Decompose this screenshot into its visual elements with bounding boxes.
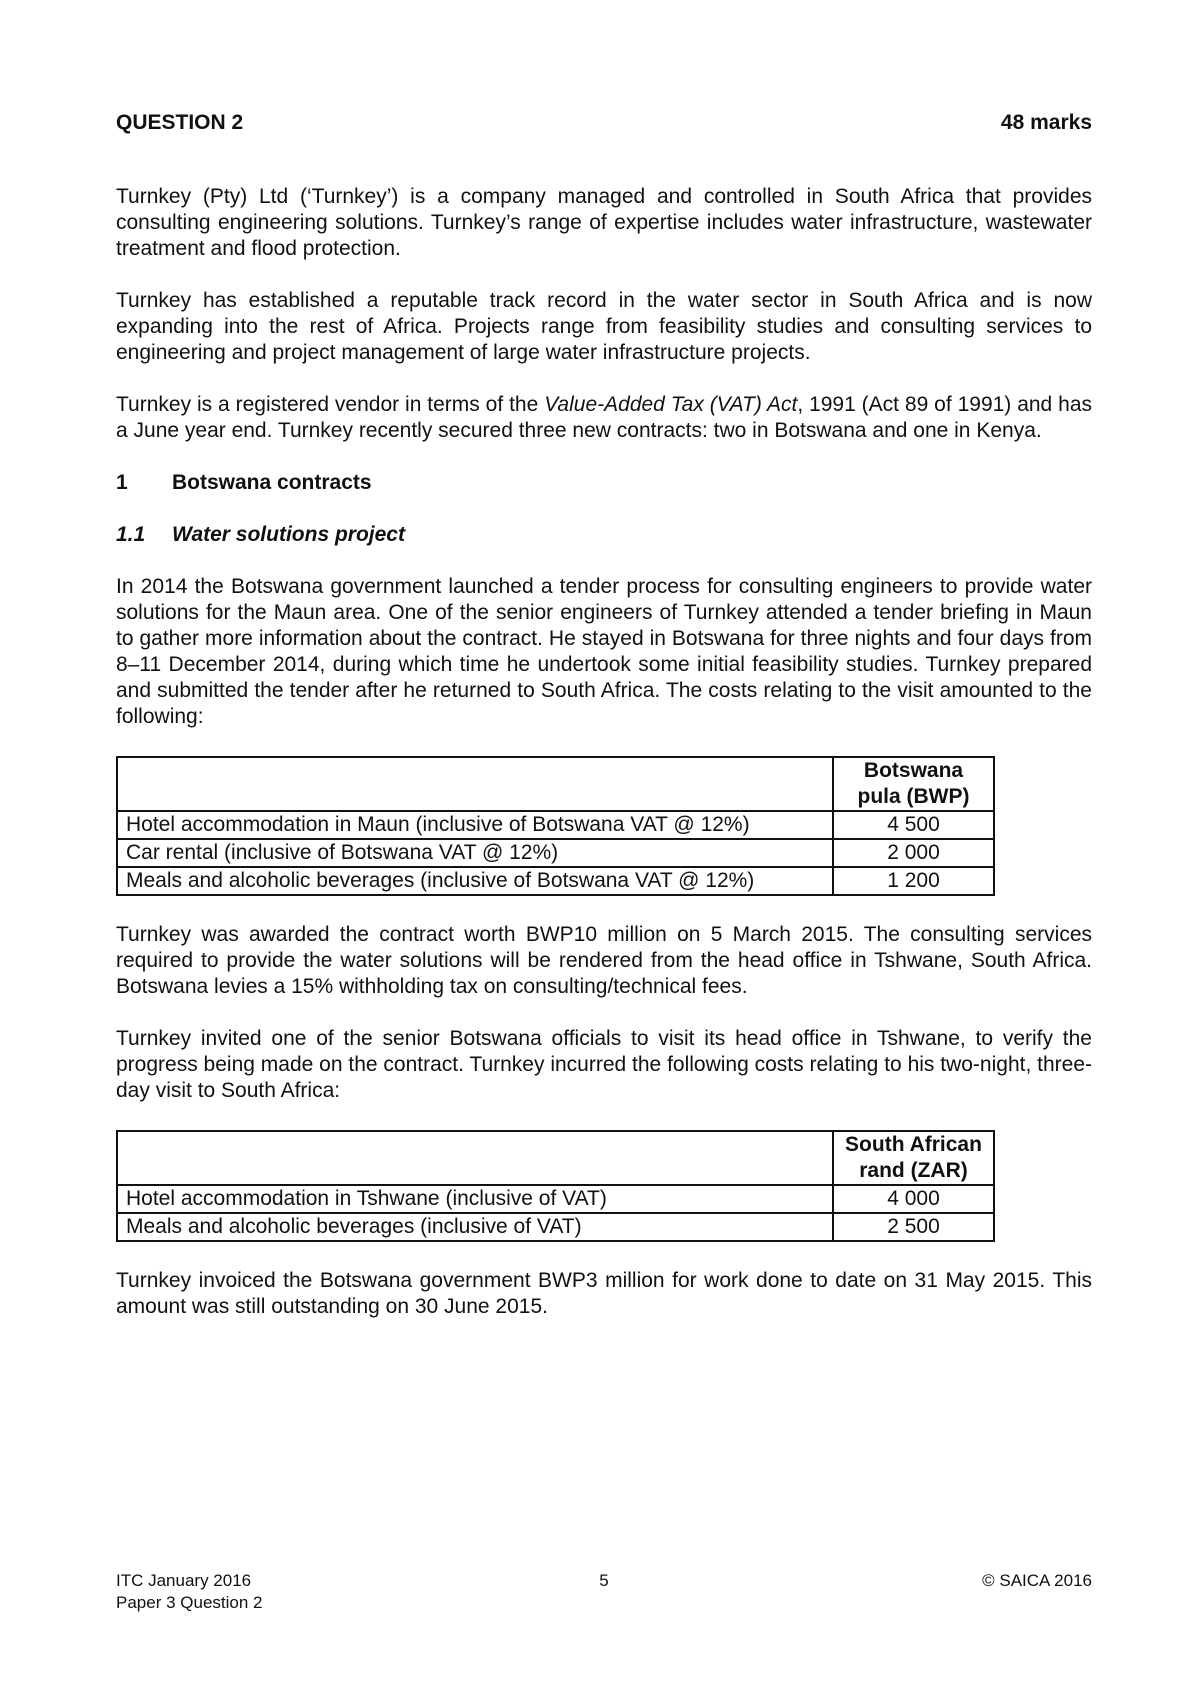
document-page bbox=[116, 110, 1092, 1346]
table-cell-item: Hotel accommodation in Maun (inclusive of Botswana VAT @ 12%) bbox=[117, 811, 833, 839]
body-paragraph-4: In 2014 the Botswana government launched a tender process for consulting engineers to provide water solutions for the Maun area. One of the senior engineers of Turnkey attended a tender briefing in Maun to gather more information about the contract. He stayed in Botswana for three nights and four days from 8–11 December 2014, during which time he undertook some initial feasibility studies. Turnkey prepared and submitted the tender after he returned to South Africa. The costs relating to the visit amounted to the following: bbox=[116, 575, 1092, 728]
body-paragraph-6: Turnkey invited one of the senior Botswana officials to visit its head office in Tshwane, to verify the progress being made on the contract. Turnkey incurred the following costs relating to his two-night, three-day visit to South Africa: bbox=[116, 1027, 1092, 1102]
text-span: , 1991 (Act 89 of 1991) and has a June year end. Turnkey recently secured three new contracts: two in Botswana and one in Kenya. bbox=[116, 393, 1092, 442]
table-row bbox=[117, 867, 994, 895]
intro-paragraph-2: Turnkey has established a reputable track record in the water sector in South Africa and is now expanding into the rest of Africa. Projects range from feasibility studies and consulting services to engineering and project management of large water infrastructure projects. bbox=[116, 289, 1092, 364]
section-title: Botswana contracts bbox=[172, 471, 372, 494]
table-row bbox=[117, 1213, 994, 1241]
table-row bbox=[117, 1185, 994, 1213]
act-name: Value-Added Tax (VAT) Act bbox=[544, 393, 798, 416]
table-header-row bbox=[117, 1131, 994, 1185]
body-paragraph-5: Turnkey was awarded the contract worth BWP10 million on 5 March 2015. The consulting services required to provide the water solutions will be rendered from the head office in Tshwane, South Africa. Botswana levies a 15% withholding tax on consulting/technical fees. bbox=[116, 923, 1092, 998]
table-cell-amount: 2 000 bbox=[833, 839, 994, 867]
footer-exam-name: ITC January 2016 bbox=[116, 1571, 252, 1590]
copyright-notice: © SAICA 2016 bbox=[982, 1571, 1092, 1590]
table-row bbox=[117, 811, 994, 839]
section-number: 1 bbox=[116, 471, 128, 494]
botswana-costs-table bbox=[116, 756, 995, 896]
table-cell-amount: 4 500 bbox=[833, 811, 994, 839]
text-span: Turnkey is a registered vendor in terms of the bbox=[116, 393, 545, 416]
table-header-row bbox=[117, 757, 994, 811]
subsection-number: 1.1 bbox=[116, 523, 146, 546]
intro-paragraph-3 bbox=[116, 392, 1092, 444]
table-header-blank bbox=[117, 1131, 833, 1185]
header-line: South African bbox=[845, 1133, 982, 1156]
table-cell-item: Meals and alcoholic beverages (inclusive of VAT) bbox=[117, 1213, 833, 1241]
footer-paper-name: Paper 3 Question 2 bbox=[116, 1593, 263, 1612]
table-cell-amount: 4 000 bbox=[833, 1185, 994, 1213]
table-cell-item: Hotel accommodation in Tshwane (inclusive of VAT) bbox=[117, 1185, 833, 1213]
table-header-currency bbox=[833, 1131, 994, 1185]
question-header bbox=[116, 110, 1092, 136]
footer-row bbox=[116, 1570, 1092, 1592]
section-heading bbox=[116, 470, 1092, 496]
south-africa-costs-table bbox=[116, 1130, 995, 1242]
subsection-heading bbox=[116, 522, 1092, 548]
header-line: rand (ZAR) bbox=[859, 1159, 968, 1182]
header-line: Botswana bbox=[863, 759, 964, 782]
marks-label: 48 marks bbox=[1000, 111, 1092, 134]
page-number: 5 bbox=[599, 1571, 609, 1590]
header-line: pula (BWP) bbox=[857, 785, 970, 808]
footer-row bbox=[116, 1592, 1092, 1614]
table-header-blank bbox=[117, 757, 833, 811]
table-header-currency bbox=[833, 757, 994, 811]
question-title: QUESTION 2 bbox=[116, 111, 244, 134]
table-cell-amount: 1 200 bbox=[833, 867, 994, 895]
subsection-title: Water solutions project bbox=[172, 523, 405, 546]
body-paragraph-7: Turnkey invoiced the Botswana government BWP3 million for work done to date on 31 May 2015. This amount was still outstanding on 30 June 2015. bbox=[116, 1269, 1092, 1318]
table-cell-item: Meals and alcoholic beverages (inclusive of Botswana VAT @ 12%) bbox=[117, 867, 833, 895]
page-footer bbox=[116, 1570, 1092, 1614]
table-cell-amount: 2 500 bbox=[833, 1213, 994, 1241]
table-row bbox=[117, 839, 994, 867]
table-cell-item: Car rental (inclusive of Botswana VAT @ 12%) bbox=[117, 839, 833, 867]
intro-paragraph-1: Turnkey (Pty) Ltd (‘Turnkey’) is a company managed and controlled in South Africa that provides consulting engineering solutions. Turnkey’s range of expertise includes water infrastructure, wastewater treatment and flood protection. bbox=[116, 185, 1092, 260]
